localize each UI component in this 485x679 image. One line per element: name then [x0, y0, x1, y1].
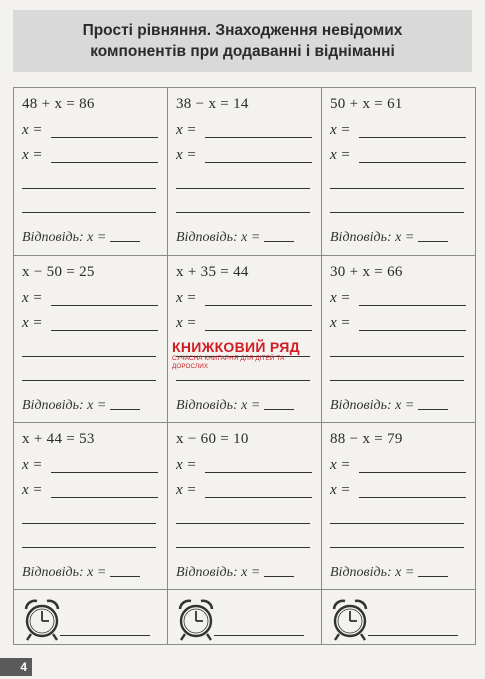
x-label: x =	[176, 315, 197, 331]
exercise-cell	[168, 88, 322, 256]
x-answer-line[interactable]	[22, 315, 43, 332]
work-line[interactable]	[22, 212, 156, 213]
x-label: x =	[330, 315, 351, 331]
exercise-cell	[168, 423, 322, 590]
x-answer-line[interactable]	[22, 482, 43, 499]
equation: 38 − x = 14	[176, 96, 249, 112]
answer-row	[22, 565, 140, 581]
x-answer-line[interactable]	[330, 290, 351, 307]
x-label: x =	[176, 147, 197, 163]
work-line[interactable]	[176, 380, 310, 381]
answer-blank[interactable]	[264, 409, 294, 410]
exercise-cell	[14, 88, 168, 256]
x-label: x =	[330, 290, 351, 306]
x-answer-line[interactable]	[176, 122, 197, 139]
work-line[interactable]	[330, 356, 464, 357]
answer-row	[22, 230, 140, 246]
answer-label: Відповідь: x =	[22, 230, 107, 245]
equation: 30 + x = 66	[330, 264, 403, 280]
answer-row	[176, 565, 294, 581]
worksheet-title	[13, 10, 472, 72]
x-answer-line[interactable]	[22, 290, 43, 307]
exercise-cell	[322, 256, 475, 423]
work-line[interactable]	[176, 212, 310, 213]
work-line[interactable]	[22, 356, 156, 357]
answer-blank[interactable]	[418, 241, 448, 242]
x-answer-line[interactable]	[22, 122, 43, 139]
answer-blank[interactable]	[110, 409, 140, 410]
x-answer-line[interactable]	[176, 482, 197, 499]
watermark-stamp	[172, 340, 320, 371]
work-line[interactable]	[22, 547, 156, 548]
answer-row	[176, 398, 294, 414]
work-line[interactable]	[330, 188, 464, 189]
x-answer-line[interactable]	[176, 457, 197, 474]
work-line[interactable]	[22, 523, 156, 524]
answer-blank[interactable]	[264, 241, 294, 242]
answer-row	[330, 230, 448, 246]
x-answer-line[interactable]	[330, 457, 351, 474]
answer-blank[interactable]	[110, 241, 140, 242]
exercise-cell	[14, 423, 168, 590]
equation: x + 44 = 53	[22, 431, 95, 447]
x-answer-line[interactable]	[330, 315, 351, 332]
x-label: x =	[176, 482, 197, 498]
equation: x − 60 = 10	[176, 431, 249, 447]
exercise-cell	[14, 256, 168, 423]
answer-row	[176, 230, 294, 246]
work-line[interactable]	[176, 523, 310, 524]
x-label: x =	[176, 122, 197, 138]
stamp-brand: КНИЖКОВИЙ РЯД	[172, 339, 300, 355]
x-label: x =	[330, 482, 351, 498]
x-label: x =	[176, 457, 197, 473]
equation: x + 35 = 44	[176, 264, 249, 280]
x-label: x =	[22, 482, 43, 498]
x-label: x =	[176, 290, 197, 306]
work-line[interactable]	[176, 188, 310, 189]
work-line[interactable]	[22, 380, 156, 381]
equation: x − 50 = 25	[22, 264, 95, 280]
alarm-clock-icon	[330, 596, 370, 642]
page-number: 4	[0, 658, 32, 676]
answer-label: Відповідь: x =	[176, 398, 261, 413]
answer-label: Відповідь: x =	[22, 398, 107, 413]
equation: 50 + x = 61	[330, 96, 403, 112]
answer-row	[22, 398, 140, 414]
work-line[interactable]	[330, 523, 464, 524]
work-line[interactable]	[176, 547, 310, 548]
title-line-1: Прості рівняння. Знаходження невідомих	[82, 22, 403, 39]
title-line-2: компонентів при додаванні і відніманні	[90, 43, 395, 60]
exercise-cell	[322, 88, 475, 256]
timer-cell	[322, 590, 475, 644]
x-answer-line[interactable]	[22, 457, 43, 474]
time-line[interactable]	[60, 635, 150, 636]
x-label: x =	[22, 147, 43, 163]
x-label: x =	[22, 315, 43, 331]
answer-row	[330, 565, 448, 581]
x-label: x =	[22, 290, 43, 306]
alarm-clock-icon	[176, 596, 216, 642]
work-line[interactable]	[330, 547, 464, 548]
answer-label: Відповідь: x =	[330, 398, 415, 413]
x-label: x =	[22, 457, 43, 473]
timer-cell	[168, 590, 322, 644]
alarm-clock-icon	[22, 596, 62, 642]
time-line[interactable]	[214, 635, 304, 636]
answer-blank[interactable]	[110, 576, 140, 577]
x-answer-line[interactable]	[176, 315, 197, 332]
answer-blank[interactable]	[418, 409, 448, 410]
x-label: x =	[330, 457, 351, 473]
x-label: x =	[330, 122, 351, 138]
stamp-tagline: СУЧАСНА КНИГАРНЯ ДЛЯ ДІТЕЙ ТА ДОРОСЛИХ	[172, 355, 285, 370]
answer-label: Відповідь: x =	[176, 230, 261, 245]
answer-label: Відповідь: x =	[22, 565, 107, 580]
timer-cell	[14, 590, 168, 644]
answer-label: Відповідь: x =	[330, 565, 415, 580]
x-answer-line[interactable]	[330, 482, 351, 499]
equation: 48 + x = 86	[22, 96, 95, 112]
answer-blank[interactable]	[418, 576, 448, 577]
x-answer-line[interactable]	[176, 147, 197, 164]
x-answer-line[interactable]	[22, 147, 43, 164]
work-line[interactable]	[330, 212, 464, 213]
exercise-cell	[322, 423, 475, 590]
x-answer-line[interactable]	[330, 147, 351, 164]
x-answer-line[interactable]	[330, 122, 351, 139]
answer-label: Відповідь: x =	[330, 230, 415, 245]
answer-row	[330, 398, 448, 414]
time-line[interactable]	[368, 635, 458, 636]
work-line[interactable]	[330, 380, 464, 381]
work-line[interactable]	[22, 188, 156, 189]
x-label: x =	[22, 122, 43, 138]
answer-label: Відповідь: x =	[176, 565, 261, 580]
x-answer-line[interactable]	[176, 290, 197, 307]
answer-blank[interactable]	[264, 576, 294, 577]
x-label: x =	[330, 147, 351, 163]
equation: 88 − x = 79	[330, 431, 403, 447]
